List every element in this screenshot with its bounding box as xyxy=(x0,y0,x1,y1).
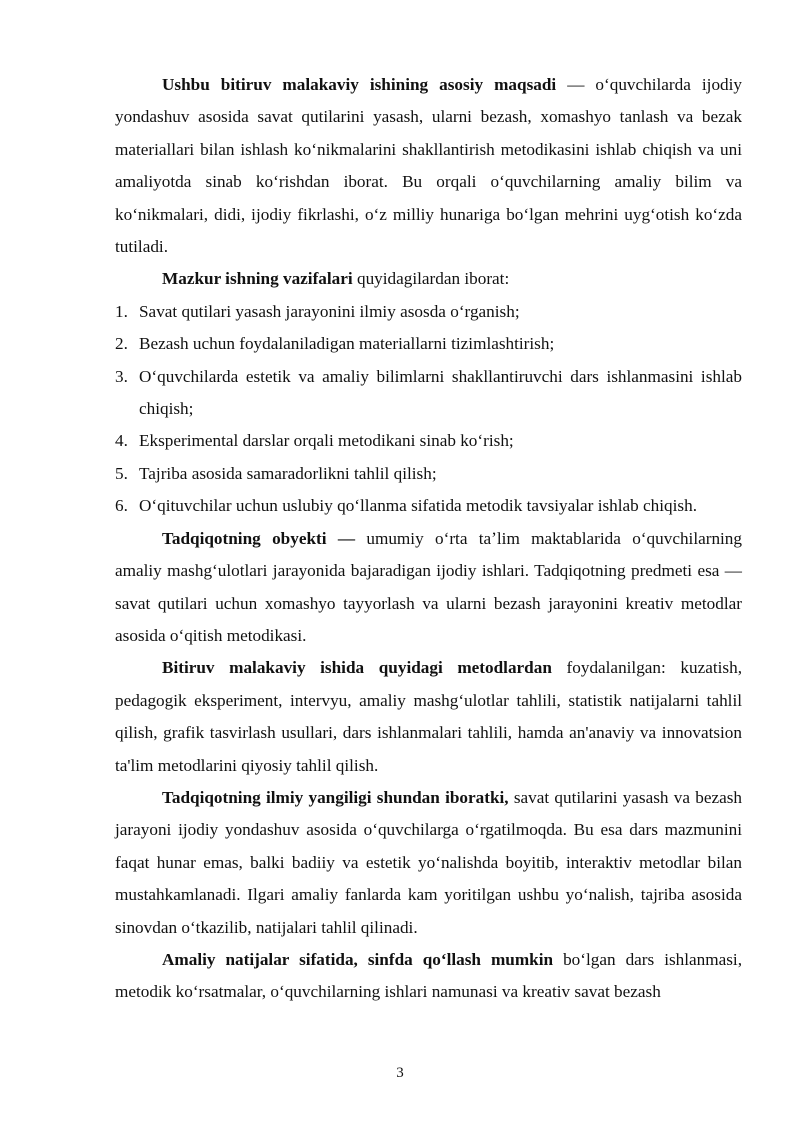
list-number: 1. xyxy=(115,301,128,321)
paragraph-tasks-intro xyxy=(115,263,742,295)
list-item-text: Oʻquvchilarda estetik va amaliy bilimlarni shakllantiruvchi dars ishlanmasini ishlab chiqish; xyxy=(139,366,742,419)
list-number: 5. xyxy=(115,463,128,483)
list-item xyxy=(115,458,742,490)
results-heading: Amaliy natijalar sifatida, sinfda qoʻllash mumkin xyxy=(162,949,554,969)
list-number: 2. xyxy=(115,334,128,354)
tasks-heading: Mazkur ishning vazifalari xyxy=(162,269,353,289)
aim-heading: Ushbu bitiruv malakaviy ishining asosiy maqsadi xyxy=(162,75,557,94)
methods-heading: Bitiruv malakaviy ishida quyidagi metodlardan xyxy=(162,658,552,678)
list-number: 3. xyxy=(115,366,128,386)
list-item xyxy=(115,425,742,457)
list-item xyxy=(115,296,742,328)
list-number: 6. xyxy=(115,496,128,516)
paragraph-results xyxy=(115,944,742,1009)
list-item xyxy=(115,328,742,360)
tasks-intro-text: quyidagilardan iborat: xyxy=(352,269,510,289)
results-text: boʻlgan dars ishlanmasi, metodik koʻrsatmalar, oʻquvchilarning ishlari namunasi va kreativ savat bezash xyxy=(115,949,743,1002)
list-item-text: Tajriba asosida samaradorlikni tahlil qilish; xyxy=(139,463,437,483)
object-heading: Tadqiqotning obyekti — xyxy=(162,528,356,548)
novelty-text: savat qutilarini yasash va bezash jarayoni ijodiy yondashuv asosida oʻquvchilarga oʻrgatilmoqda. Bu esa dars mazmunini faqat hunar emas, balki badiiy va estetik yoʻnalishda boyitib, interaktiv metodlar bilan mustahkamlanadi. Ilgari amaliy fanlarda kam yoritilgan ushbu yoʻnalish, tajriba asosida sinovdan oʻtkazilib, natijalari tahlil qilinadi. xyxy=(115,787,742,937)
list-item-text: Oʻqituvchilar uchun uslubiy qoʻllanma sifatida metodik tavsiyalar ishlab chiqish. xyxy=(139,496,697,516)
page-body xyxy=(115,69,742,1009)
object-text: umumiy oʻrta taʼlim maktablarida oʻquvchilarning amaliy mashgʻulotlari jarayonida bajaradigan ijodiy ishlari. Tadqiqotning predmeti esa — savat qutilari uchun xomashyo tayyorlash va ularni bezash jarayonini kreativ metodlar asosida oʻqitish metodikasi. xyxy=(115,528,742,645)
list-item xyxy=(115,490,742,522)
paragraph-novelty xyxy=(115,782,742,944)
list-item-text: Savat qutilari yasash jarayonini ilmiy asosda oʻrganish; xyxy=(139,301,520,321)
paragraph-object xyxy=(115,523,742,653)
list-number: 4. xyxy=(115,431,128,451)
paragraph-aim xyxy=(115,69,742,263)
tasks-list xyxy=(115,296,742,523)
page-number: 3 xyxy=(396,1065,404,1081)
list-item-text: Bezash uchun foydalaniladigan materiallarni tizimlashtirish; xyxy=(139,334,555,354)
paragraph-methods xyxy=(115,652,742,782)
novelty-heading: Tadqiqotning ilmiy yangiligi shundan iboratki, xyxy=(162,787,509,807)
list-item-text: Eksperimental darslar orqali metodikani sinab koʻrish; xyxy=(139,431,514,451)
methods-text: foydalanilgan: kuzatish, pedagogik eksperiment, intervyu, amaliy mashgʻulotlar tahlili, statistik natijalarni tahlil qilish, grafik tasvirlash usullari, dars ishlanmalari tahlili, hamda an'anaviy va innovatsion ta'lim metodlarini qiyosiy tahlil qilish. xyxy=(115,658,742,775)
aim-text: — oʻquvchilarda ijodiy yondashuv asosida savat qutilarini yasash, ularni bezash, xomashyo tanlash va bezak materiallari bilan ishlash koʻnikmalarini shakllantirish metodikasini ishlab chiqish va uni amaliyotda sinab koʻrishdan iborat. Bu orqali oʻquvchilarning amaliy bilim va koʻnikmalari, didi, ijodiy fikrlashi, oʻz milliy hunariga boʻlgan mehrini uygʻotish koʻzda tutiladi. xyxy=(115,75,743,257)
list-item xyxy=(115,361,742,426)
